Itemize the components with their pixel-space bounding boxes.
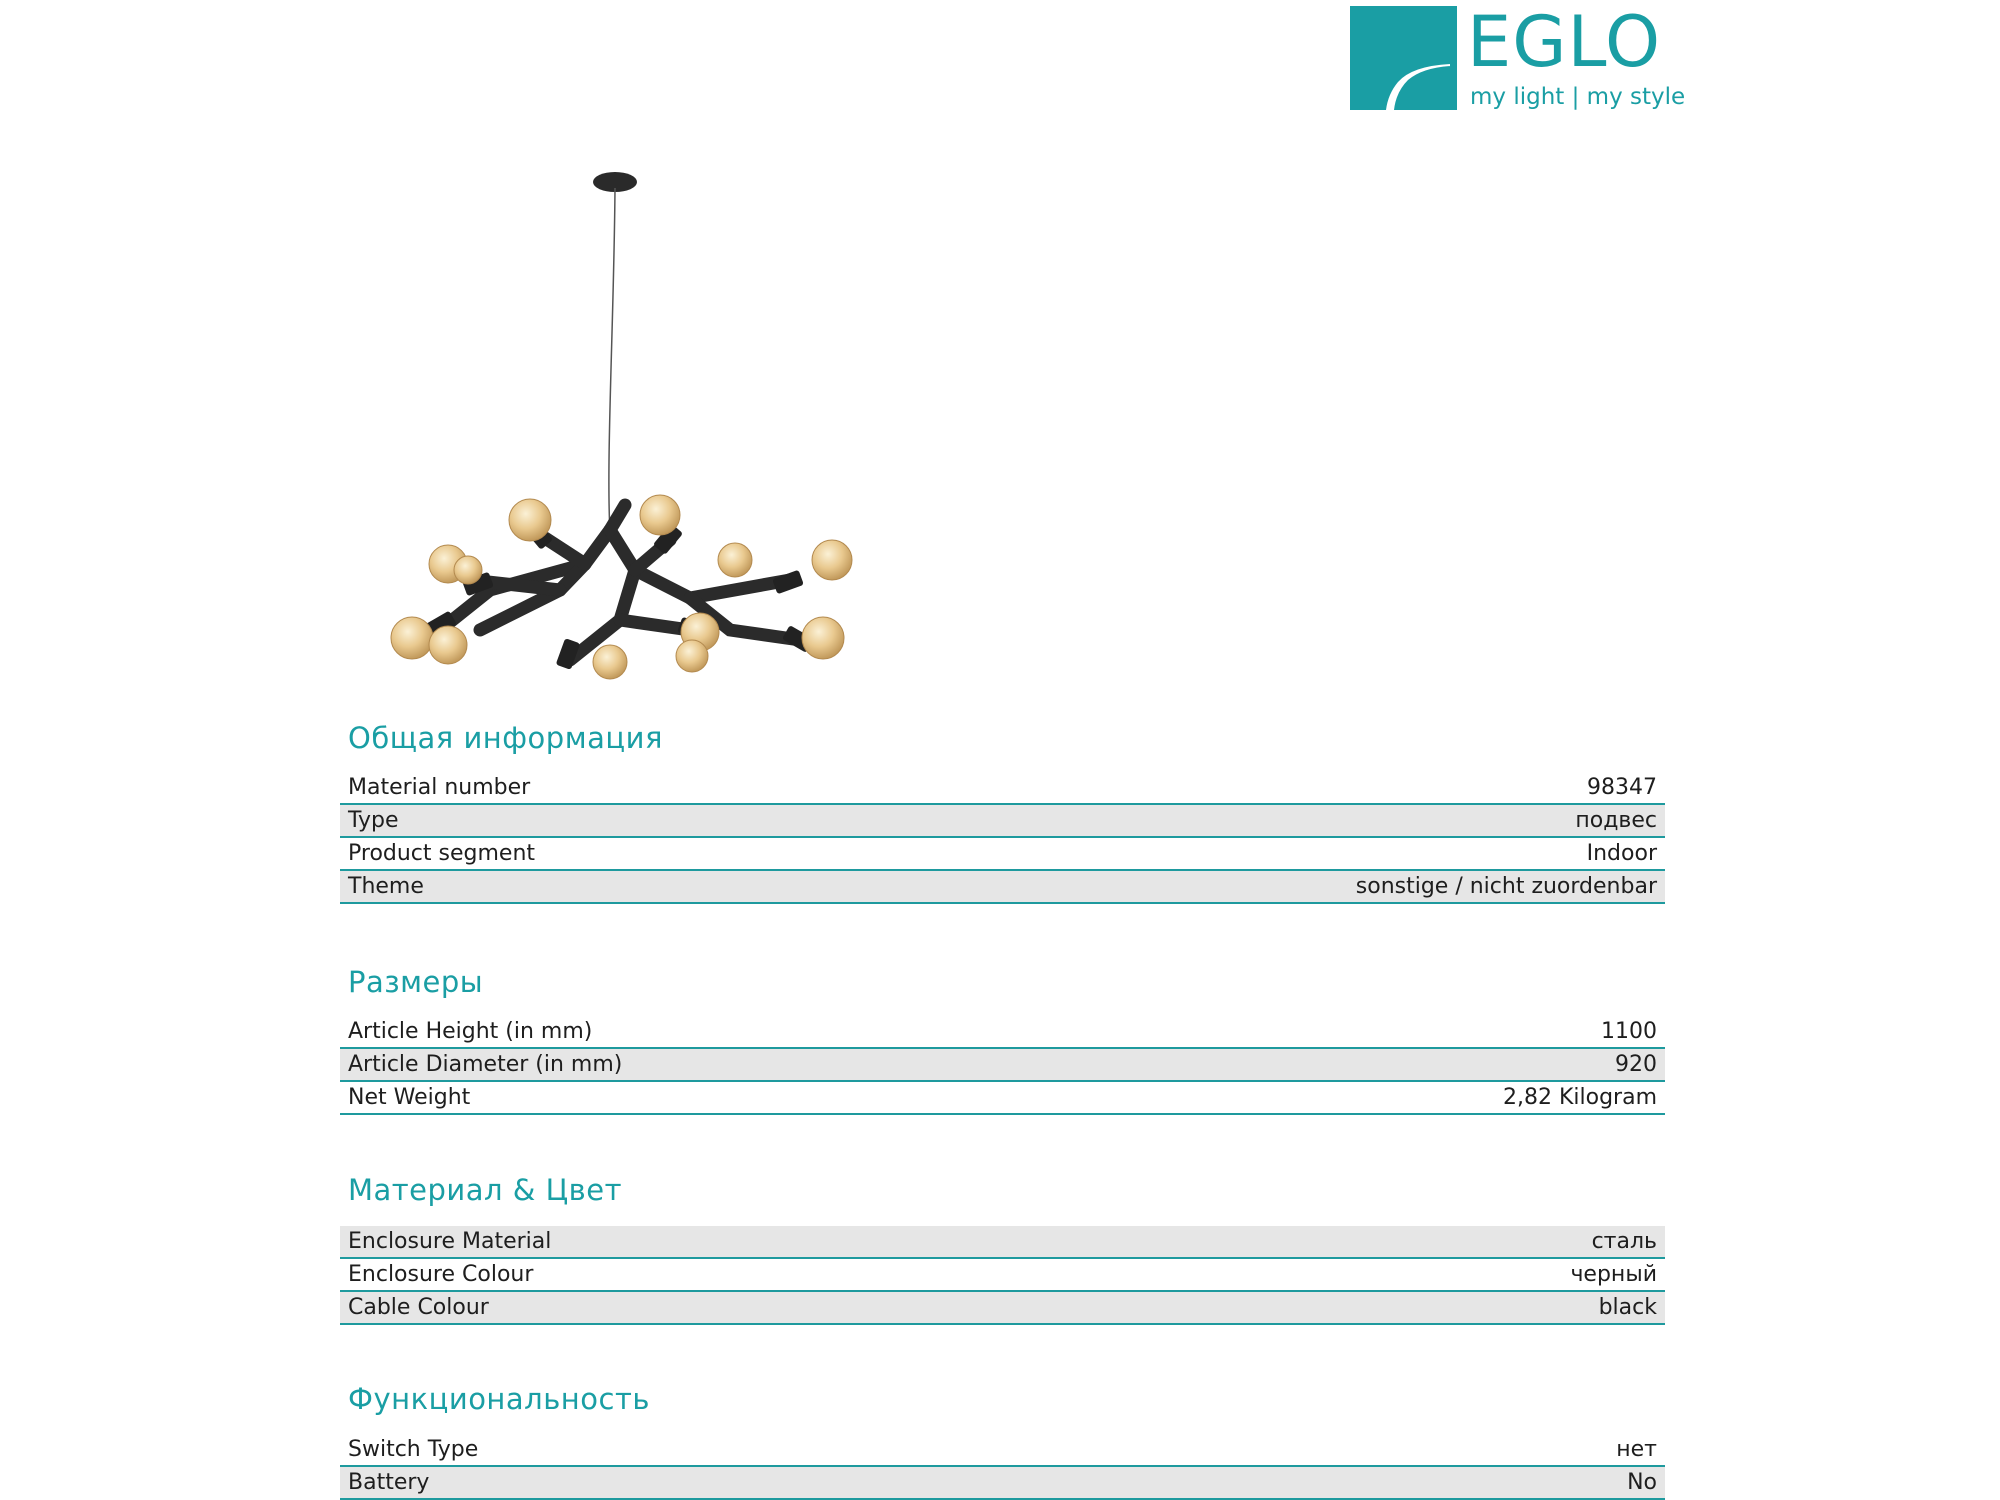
spec-row bbox=[340, 1434, 1665, 1467]
logo-tagline: my light | my style bbox=[1470, 84, 1686, 110]
spec-label: Switch Type bbox=[348, 1437, 479, 1462]
eglo-logo bbox=[1350, 1, 1686, 116]
spec-label: Article Height (in mm) bbox=[348, 1019, 593, 1044]
spec-value: Indoor bbox=[1586, 841, 1657, 866]
spec-row bbox=[340, 1082, 1665, 1115]
spec-label: Theme bbox=[348, 874, 424, 899]
spec-label: Material number bbox=[348, 775, 531, 800]
spec-value: 920 bbox=[1615, 1052, 1657, 1077]
spec-row bbox=[340, 1226, 1665, 1259]
spec-table-general bbox=[340, 772, 1665, 904]
spec-value: 98347 bbox=[1587, 775, 1657, 800]
spec-row bbox=[340, 1292, 1665, 1325]
spec-label: Enclosure Material bbox=[348, 1229, 552, 1254]
spec-value: черный bbox=[1570, 1262, 1657, 1287]
product-image bbox=[370, 160, 870, 690]
spec-value: No bbox=[1627, 1470, 1657, 1495]
spec-row bbox=[340, 1049, 1665, 1082]
spec-row bbox=[340, 1259, 1665, 1292]
spec-value: нет bbox=[1616, 1437, 1657, 1462]
spec-row bbox=[340, 1467, 1665, 1500]
logo-wordmark: EGLO bbox=[1467, 1, 1662, 83]
spec-value: 1100 bbox=[1601, 1019, 1657, 1044]
spec-label: Article Diameter (in mm) bbox=[348, 1052, 623, 1077]
spec-row bbox=[340, 805, 1665, 838]
spec-label: Product segment bbox=[348, 841, 536, 866]
spec-table-material-colour bbox=[340, 1226, 1665, 1325]
spec-row bbox=[340, 1016, 1665, 1049]
spec-row bbox=[340, 838, 1665, 871]
spec-value: black bbox=[1598, 1295, 1657, 1320]
eglo-logo-mark bbox=[1350, 6, 1457, 110]
section-title-general: Общая информация bbox=[348, 721, 663, 755]
spec-label: Net Weight bbox=[348, 1085, 471, 1110]
spec-label: Battery bbox=[348, 1470, 430, 1495]
spec-value: 2,82 Kilogram bbox=[1502, 1085, 1657, 1110]
section-title-material-colour: Материал & Цвет bbox=[348, 1173, 622, 1207]
spec-table-functionality bbox=[340, 1434, 1665, 1500]
spec-label: Type bbox=[348, 808, 399, 833]
section-title-functionality: Функциональность bbox=[348, 1382, 650, 1416]
spec-label: Cable Colour bbox=[348, 1295, 489, 1320]
spec-row bbox=[340, 772, 1665, 805]
spec-value: sonstige / nicht zuordenbar bbox=[1355, 874, 1657, 899]
spec-label: Enclosure Colour bbox=[348, 1262, 534, 1287]
spec-row bbox=[340, 871, 1665, 904]
spec-value: сталь bbox=[1591, 1229, 1657, 1254]
spec-table-dimensions bbox=[340, 1016, 1665, 1115]
spec-value: подвес bbox=[1575, 808, 1657, 833]
section-title-dimensions: Размеры bbox=[348, 965, 484, 999]
